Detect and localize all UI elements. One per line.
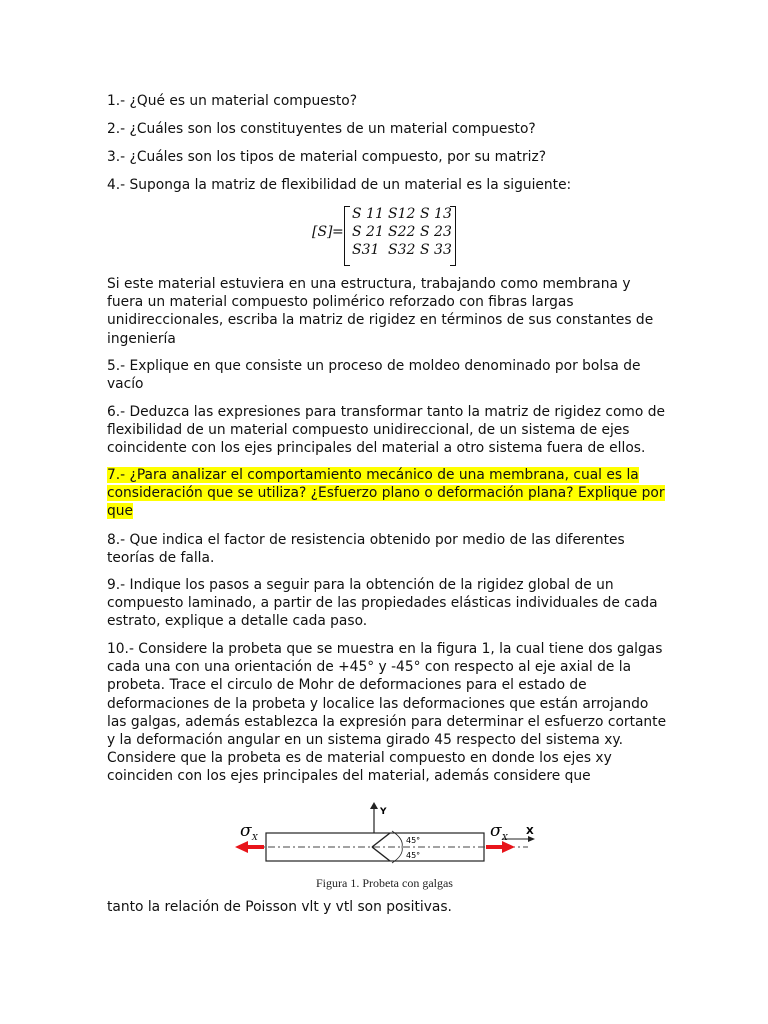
highlighted-text: 7.- ¿Para analizar el comportamiento mecánico de una membrana, cual es la consideración que se utiliza? ¿Esfuerzo plano o deformación plana? Explique por que — [107, 467, 665, 520]
question-9: 9.- Indique los pasos a seguir para la obtención de la rigidez global de un compuesto laminado, a partir de las propiedades elásticas individuales de cada estrato, explique a detalle cada paso. — [107, 577, 658, 630]
compliance-matrix — [312, 204, 462, 266]
angle-label-top: 45° — [406, 836, 421, 845]
question-4: 4.- Suponga la matriz de flexibilidad de un material es la siguiente: — [107, 177, 572, 193]
matrix-cell: S 23 — [420, 224, 452, 240]
angle-label-bottom: 45° — [406, 851, 421, 860]
matrix-equals: = — [332, 224, 344, 240]
question-2: 2.- ¿Cuáles son los constituyentes de un material compuesto? — [107, 121, 536, 137]
left-load-arrowhead — [235, 841, 248, 853]
sigma-left-label: σ — [240, 821, 252, 841]
x-axis-label: X — [526, 826, 534, 837]
sigma-right-label: σ — [490, 821, 502, 841]
y-axis-arrowhead — [370, 802, 378, 809]
right-load-arrowhead — [502, 841, 515, 853]
matrix-cell: S 33 — [420, 242, 452, 258]
question-10-end: tanto la relación de Poisson vlt y vtl son positivas. — [107, 899, 452, 915]
sigma-right-subscript: X — [502, 833, 508, 842]
question-3: 3.- ¿Cuáles son los tipos de material compuesto, por su matriz? — [107, 149, 547, 165]
question-7-highlighted — [107, 466, 667, 521]
question-5: 5.- Explique en que consiste un proceso de moldeo denominado por bolsa de vacío — [107, 358, 641, 393]
matrix-cell: S 21 — [352, 224, 384, 240]
sigma-left-subscript: X — [252, 833, 258, 842]
matrix-lhs: [S] — [312, 224, 333, 240]
question-10: 10.- Considere la probeta que se muestra en la figura 1, la cual tiene dos galgas cada una con una orientación de +45° y -45° con respecto al eje axial de la probeta. Trace el circulo de Mohr de deformaciones para el estado de deformaciones de la probeta y localice las deformaciones que están arrojando las galgas, además establezca la expresión para determinar el esfuerzo cortante y la deformación angular en un sistema girado 45 respecto del sistema xy. Considere que la probeta es de material compuesto en donde los ejes xy coinciden con los ejes principales del material, además considere que — [107, 641, 667, 785]
question-6: 6.- Deduzca las expresiones para transformar tanto la matriz de rigidez como de flexibilidad de un material compuesto unidireccional, de un sistema de ejes coincidente con los ejes principales del material a otro sistema fuera de ellos. — [107, 404, 665, 457]
matrix-cell: S31 — [352, 242, 380, 258]
matrix-cell: S32 — [388, 242, 416, 258]
matrix-cell: S22 — [388, 224, 416, 240]
matrix-left-bracket — [344, 206, 350, 266]
question-8: 8.- Que indica el factor de resistencia obtenido por medio de las diferentes teorías de falla. — [107, 532, 625, 567]
question-4-followup: Si este material estuviera en una estructura, trabajando como membrana y fuera un material compuesto polimérico reforzado con fibras largas unidireccionales, escriba la matriz de rigidez en términos de sus constantes de ingeniería — [107, 276, 654, 347]
question-1: 1.- ¿Qué es un material compuesto? — [107, 93, 358, 109]
matrix-cell: S 11 — [352, 206, 384, 222]
y-axis-label: Y — [380, 807, 387, 817]
matrix-cell: S 13 — [420, 206, 452, 222]
matrix-cell: S12 — [388, 206, 416, 222]
figure-caption: Figura 1. Probeta con galgas — [316, 876, 453, 890]
